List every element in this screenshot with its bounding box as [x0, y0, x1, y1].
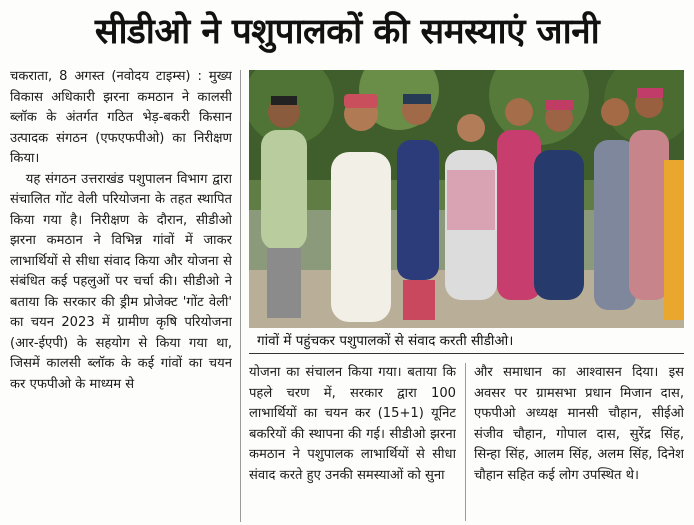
- group-photo-illustration: [249, 70, 684, 328]
- article-column-1: [10, 67, 232, 521]
- article-paragraph: यह संगठन उत्तराखंड पशुपालन विभाग द्वारा संचालित गोंट वेली परियोजना के तहत स्थापित किया गया है। निरीक्षण के दौरान, सीडीओ झरना कमठान ने विभिन्न गांवों में जाकर लाभार्थियों से सीधा संवाद किया और योजना से संबंधित कई पहलुओं पर चर्चा की। सीडीओ ने बताया कि सरकार की ड्रीम प्रोजेक्ट 'गोंट वेली' का चयन 2023 में ग्रामीण कृषि परियोजना (आर-ईएपी) के सहयोग से किया गया था, जिसमें कालसी ब्लॉक के कई गांवों का चयन कर एफपीओ के माध्यम से: [10, 171, 232, 392]
- column-divider: [465, 363, 466, 521]
- headline: सीडीओ ने पशुपालकों की समस्याएं जानी: [94, 12, 600, 52]
- article-paragraph: चकराता, 8 अगस्त (नवोदय टाइम्स) : मुख्य विकास अधिकारी झरना कमठान ने कालसी ब्लॉक के अंतर्गत गठित भेड़-बकरी किसान उत्पादक संगठन (एफएफपीओ) का निरीक्षण किया।: [10, 69, 232, 166]
- news-photo: [249, 70, 684, 328]
- photo-caption: गांवों में पहुंचकर पशुपालकों से संवाद करती सीडीओ।: [249, 330, 684, 354]
- article-paragraph: योजना का संचालन किया गया। बताया कि पहले चरण में, सरकार द्वारा 100 लाभार्थियों का चयन कर (15+1) यूनिट बकरियों की स्थापना की गई। सीडीओ झरना कमठान ने पशुपालक लाभार्थियों से सीधा संवाद करते हुए उनकी समस्याओं को सुना: [249, 365, 456, 483]
- article-column-3: [474, 363, 684, 523]
- column-divider: [240, 70, 241, 522]
- article-paragraph: और समाधान का आश्वासन दिया। इस अवसर पर ग्रामसभा प्रधान मिजान दास, एफपीओ अध्यक्ष मानसी चौहान, सीईओ संजीव चौहान, गोपाल दास, सुरेंद्र सिंह, सिन्हा सिंह, आलम सिंह, अलम सिंह, दिनेश चौहान सहित कई लोग उपस्थित थे।: [474, 365, 684, 483]
- article-column-2: [249, 363, 456, 523]
